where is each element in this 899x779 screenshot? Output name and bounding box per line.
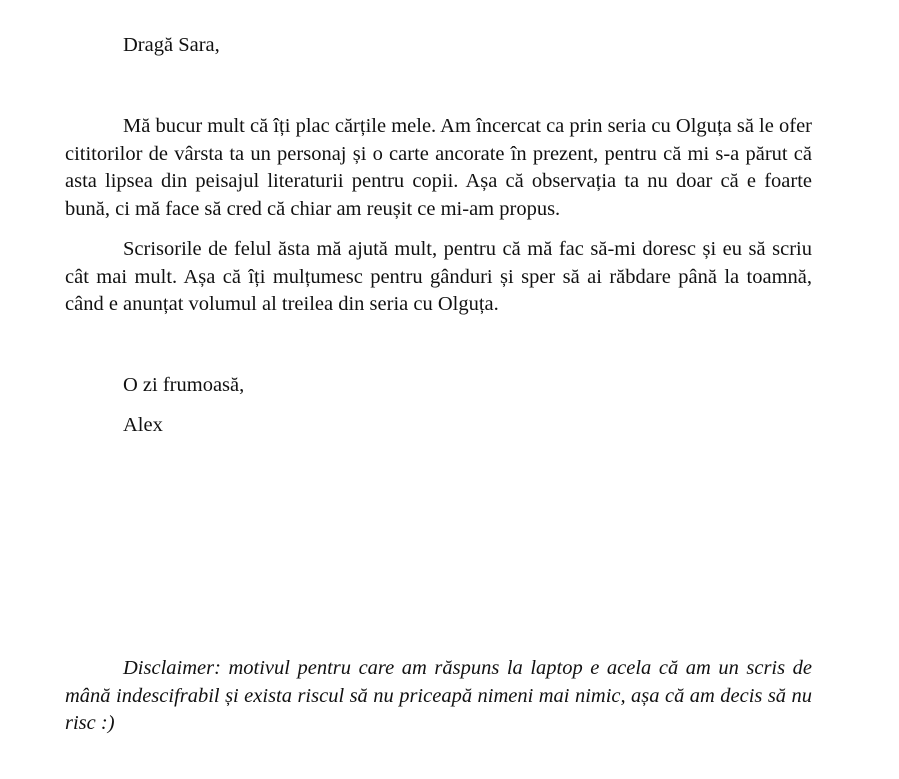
paragraph-2: Scrisorile de felul ăsta mă ajută mult, pentru că mă fac să-mi doresc și eu să scriu cât mai mult. Așa că îți mulțumesc pentru gânduri și sper să ai răbdare până la toamnă, când e anunțat volumul al treilea din seria cu Olguța.: [65, 238, 812, 315]
greeting: Dragă Sara,: [123, 34, 220, 56]
paragraph-1: Mă bucur mult că îți plac cărțile mele. Am încercat ca prin seria cu Olguța să le ofer cititorilor de vârsta ta un personaj și o carte ancorate în prezent, pentru că mi s-a părut că asta lipsea din peisajul literaturii pentru copii. Așa că observația ta nu doar că e foarte bună, ci mă face să cred că chiar am reușit ce mi-am propus.: [65, 115, 812, 220]
disclaimer: Disclaimer: motivul pentru care am răspuns la laptop e acela că am un scris de mână indescifrabil și exista riscul să nu priceapă nimeni mai nimic, așa că am decis să nu risc :): [65, 657, 812, 734]
closing: O zi frumoasă,: [123, 374, 245, 396]
signature: Alex: [123, 414, 163, 436]
